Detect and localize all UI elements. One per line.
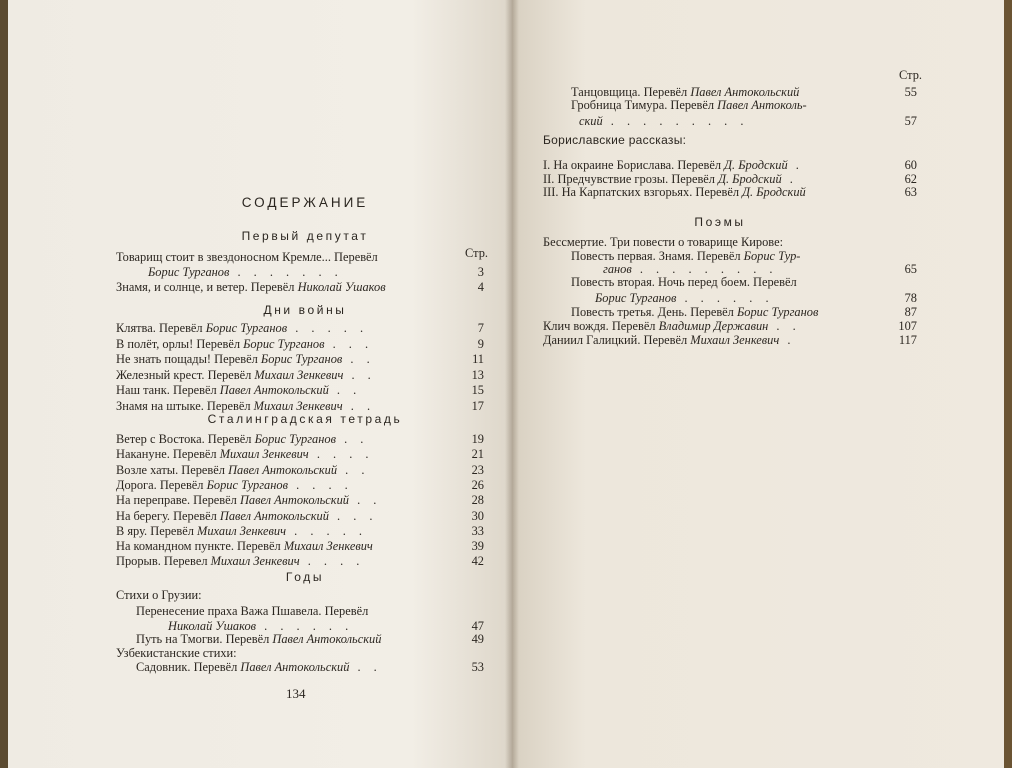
entry-translator: Павел Антокольский (272, 632, 382, 646)
boryslav-title: Бориславские рассказы: (543, 133, 687, 147)
toc-entry (116, 478, 353, 493)
entry-title: Товарищ стоит в звездоносном Кремле... Перевёл (116, 250, 378, 264)
leader-dots: . . . . . . (676, 291, 774, 305)
entry-page-number: 7 (477, 321, 484, 335)
entry-title: Гробница Тимура. Перевёл (571, 98, 718, 112)
entry-translator: Михаил Зенкевич (219, 447, 309, 462)
page-number: 134 (286, 686, 306, 701)
entry-title: Повесть третья. День. Перевёл (571, 305, 737, 319)
toc-entry (116, 646, 237, 661)
entry-page-number: 30 (471, 508, 484, 523)
entry-translator: Борис Турганов (243, 336, 325, 351)
entry-page-number: 63 (904, 185, 917, 199)
entry-translator: Борис Турганов (254, 432, 336, 446)
leader-dots: . (779, 333, 796, 347)
entry-title: I. На окраине Борислава. Перевёл (543, 158, 725, 172)
entry-translator: Д. Бродский (742, 185, 806, 199)
entry-title: Даниил Галицкий. Перевёл (543, 333, 691, 347)
entry-title: Знамя, и солнце, и ветер. Перевёл (116, 280, 298, 294)
toc-entry (116, 432, 368, 447)
toc-entry (579, 114, 748, 129)
entry-page-number: 53 (471, 660, 484, 674)
entry-title: На командном пункте. Перевёл (116, 539, 284, 554)
poems-title: Поэмы (694, 215, 746, 229)
entry-title: Повесть вторая. Ночь перед боем. Перевёл (571, 275, 797, 289)
entry-page-number: 78 (904, 291, 917, 305)
leader-dots: . . . (328, 508, 378, 523)
toc-entry (116, 463, 369, 478)
entry-translator: Николай Ушаков (297, 280, 386, 294)
entry-page-number: 55 (904, 85, 917, 99)
section-heading: Сталинградская тетрадь (207, 412, 403, 426)
entry-title: Танцовщица. Перевёл (571, 85, 691, 99)
entry-translator: Борис Турганов (148, 265, 230, 279)
entry-title: Знамя на штыке. Перевёл (116, 398, 254, 413)
entry-page-number: 62 (904, 171, 917, 186)
entry-translator: Д. Бродский (718, 171, 782, 186)
book-cover-edge (1004, 0, 1012, 768)
entry-page-number: 107 (898, 319, 917, 333)
toc-entry (136, 632, 381, 647)
entry-title: В яру. Перевёл (116, 523, 198, 538)
entry-title: Накануне. Перевёл (116, 447, 220, 462)
entry-translator: Владимир Державин (658, 319, 769, 333)
entry-page-number: 9 (477, 336, 484, 351)
toc-entry (116, 250, 378, 265)
leader-dots: . . (342, 398, 376, 413)
entry-translator: Борис Турганов (595, 291, 677, 305)
entry-title: Стихи о Грузии: (116, 588, 202, 602)
toc-entry (136, 604, 368, 619)
entry-page-number: 17 (471, 398, 484, 413)
entry-page-number: 11 (472, 352, 484, 366)
leader-dots: . . . . (287, 477, 353, 492)
entry-title: На переправе. Перевёл (116, 493, 240, 508)
entry-translator: Борис Турганов (205, 321, 288, 335)
toc-entry (116, 524, 367, 539)
leader-dots: . . (349, 660, 382, 674)
entry-page-number: 60 (904, 158, 917, 172)
contents-title: СОДЕРЖАНИЕ (241, 195, 369, 210)
toc-entry (116, 539, 373, 554)
leader-dots: . . . . (308, 447, 374, 462)
leader-dots: . . . . . (286, 523, 368, 538)
entry-translator: Д. Бродский (724, 158, 788, 172)
entry-translator: ганов (603, 262, 632, 276)
leader-dots: . . . . . . . . . (631, 262, 778, 276)
entry-translator: Михаил Зенкевич (197, 523, 287, 538)
toc-entry (116, 321, 368, 336)
entry-title: Садовник. Перевёл (136, 660, 241, 674)
entry-title: Клич вождя. Перевёл (543, 319, 659, 333)
entry-translator: Павел Антокольский (690, 85, 800, 99)
entry-page-number: 117 (898, 333, 917, 347)
entry-page-number: 49 (471, 632, 484, 646)
leader-dots: . . . . . . . (229, 265, 343, 279)
entry-title: Возле хаты. Перевёл (116, 462, 229, 477)
entry-page-number: 39 (471, 539, 484, 554)
entry-translator: Борис Тур- (743, 249, 801, 263)
entry-translator: Павел Антокольский (228, 462, 338, 477)
toc-entry (116, 447, 374, 462)
entry-translator: Борис Турганов (260, 352, 343, 366)
entry-translator: Павел Антоколь- (717, 98, 807, 112)
leader-dots: . (781, 171, 798, 186)
leader-dots: . . (335, 432, 369, 446)
entry-title: Ветер с Востока. Перевёл (116, 432, 255, 446)
toc-entry (595, 291, 774, 306)
toc-entry (116, 554, 364, 569)
entry-translator: Павел Антокольский (219, 508, 329, 523)
leader-dots: . . . . . . . . . (602, 114, 749, 128)
entry-page-number: 33 (471, 523, 484, 538)
section-heading: Годы (285, 570, 325, 584)
entry-translator: Борис Турганов (736, 305, 819, 319)
entry-page-number: 65 (904, 262, 917, 276)
entry-title: Не знать пощады! Перевёл (116, 352, 261, 366)
entry-translator: Николай Ушаков (168, 619, 257, 633)
entry-title: Узбекистанские стихи: (116, 646, 237, 660)
toc-entry (543, 185, 806, 200)
toc-entry (116, 337, 373, 352)
entry-page-number: 13 (471, 367, 484, 382)
entry-translator: Михаил Зенкевич (283, 539, 373, 554)
leader-dots: . . (348, 493, 382, 508)
toc-entry (116, 493, 381, 508)
leader-dots: . . (328, 383, 362, 397)
section-heading: Первый депутат (241, 229, 369, 243)
toc-entry (543, 235, 783, 250)
entry-translator: Павел Антокольский (240, 660, 350, 674)
entry-page-number: 87 (904, 305, 917, 319)
toc-entry (543, 333, 796, 348)
toc-entry (543, 319, 801, 334)
leader-dots: . . (337, 462, 370, 477)
entry-page-number: 26 (471, 477, 484, 492)
toc-entry (116, 399, 375, 414)
toc-entry (116, 368, 376, 383)
leader-dots: . . . . . (287, 321, 369, 335)
toc-entry (116, 588, 202, 603)
entry-page-number: 19 (471, 432, 484, 446)
page-column-label: Стр. (465, 246, 488, 260)
toc-entry (116, 280, 386, 295)
entry-title: Повесть первая. Знамя. Перевёл (571, 249, 744, 263)
toc-entry (571, 275, 797, 290)
leader-dots: . . (343, 367, 376, 382)
toc-entry (148, 265, 343, 280)
entry-page-number: 21 (471, 447, 484, 462)
leader-dots: . . (342, 352, 375, 366)
entry-title: Путь на Тмогви. Перевёл (136, 632, 273, 646)
leader-dots: . . . . (299, 554, 365, 569)
entry-page-number: 3 (477, 265, 484, 279)
toc-entry (116, 509, 378, 524)
toc-entry (116, 352, 375, 367)
entry-title: Железный крест. Перевёл (116, 367, 255, 382)
entry-translator: Павел Антокольский (239, 493, 349, 508)
entry-translator: Михаил Зенкевич (690, 333, 780, 347)
section-heading: Дни войны (263, 303, 347, 317)
entry-page-number: 28 (471, 493, 484, 508)
entry-title: Дорога. Перевёл (116, 477, 207, 492)
entry-translator: Михаил Зенкевич (254, 367, 344, 382)
page-column-label: Стр. (899, 68, 922, 82)
entry-title: В полёт, орлы! Перевёл (116, 336, 244, 351)
entry-translator: Михаил Зенкевич (210, 554, 300, 569)
toc-entry (571, 305, 818, 320)
book-spine (505, 0, 519, 768)
entry-translator: Павел Антокольский (219, 383, 329, 397)
entry-title: Наш танк. Перевёл (116, 383, 220, 397)
toc-entry (571, 98, 807, 113)
leader-dots: . . . (324, 336, 374, 351)
entry-page-number: 42 (471, 554, 484, 569)
entry-page-number: 57 (904, 114, 917, 128)
entry-title: II. Предчувствие грозы. Перевёл (543, 171, 719, 186)
entry-title: Клятва. Перевёл (116, 321, 206, 335)
entry-page-number: 47 (471, 619, 484, 633)
entry-translator: Борис Турганов (206, 477, 288, 492)
toc-entry (136, 660, 382, 675)
entry-translator: Михаил Зенкевич (253, 398, 343, 413)
leader-dots: . (787, 158, 804, 172)
toc-entry (116, 383, 361, 398)
entry-page-number: 23 (471, 462, 484, 477)
entry-page-number: 4 (477, 280, 484, 294)
entry-title: III. На Карпатских взгорьях. Перевёл (543, 185, 743, 199)
entry-page-number: 15 (471, 383, 484, 397)
entry-title: Перенесение праха Важа Пшавела. Перевёл (136, 604, 369, 618)
entry-title: На берегу. Перевёл (116, 508, 220, 523)
entry-title: Прорыв. Перевел (116, 554, 211, 569)
entry-title: Бессмертие. Три повести о товарище Кирове: (543, 235, 784, 249)
leader-dots: . . (768, 319, 801, 333)
leader-dots: . . . . . . (256, 619, 354, 633)
entry-translator: ский (579, 114, 603, 128)
